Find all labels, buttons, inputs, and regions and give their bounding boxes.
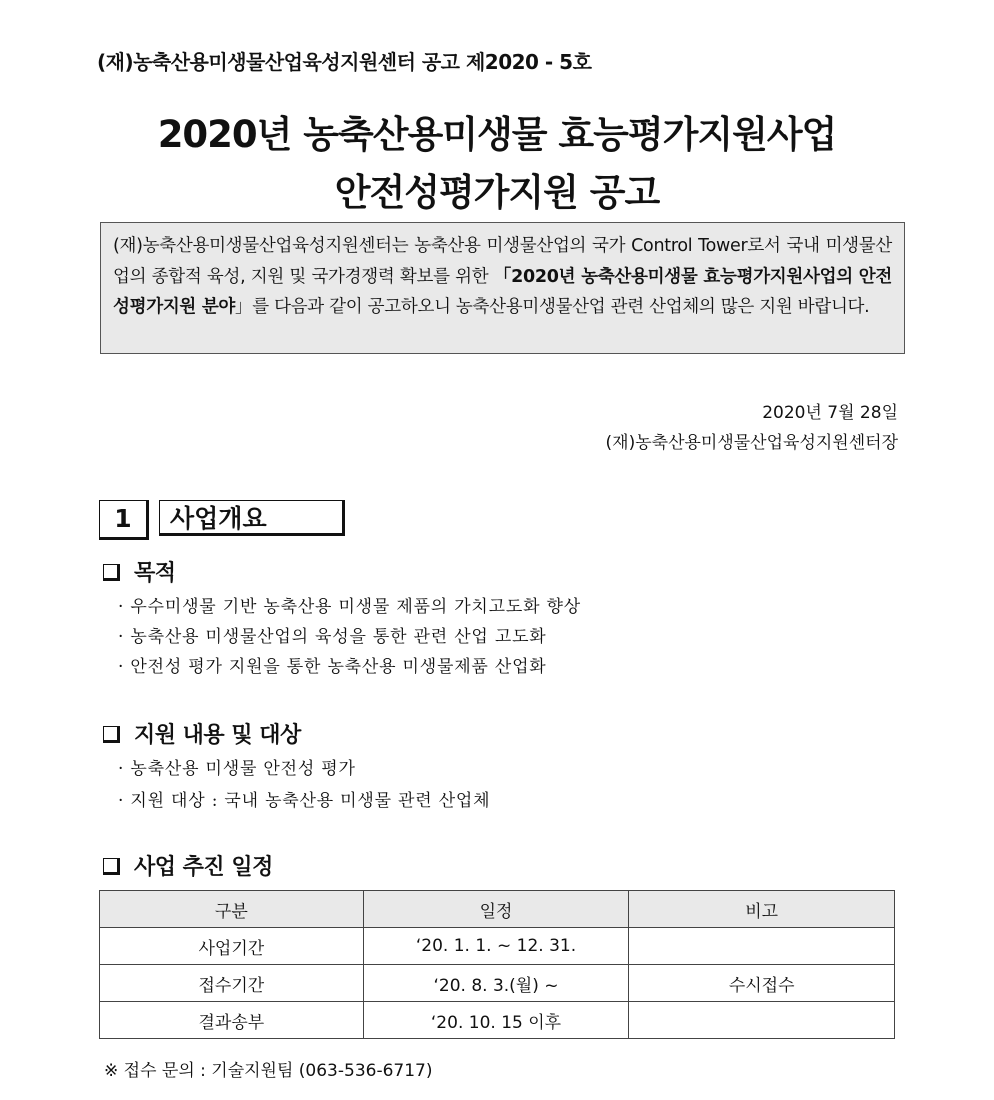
table-header: 일정	[363, 891, 629, 928]
document-title-line2: 안전성평가지원 공고	[334, 171, 660, 214]
schedule-table	[99, 890, 895, 1039]
notice-number: (재)농축산용미생물산업육성지원센터 공고 제2020 - 5호	[97, 50, 592, 74]
list-item: · 안전성 평가 지원을 통한 농축산용 미생물제품 산업화	[118, 657, 547, 677]
table-header: 구분	[100, 891, 364, 928]
list-item: · 농축산용 미생물 안전성 평가	[118, 759, 356, 779]
list-item: · 농축산용 미생물산업의 육성을 통한 관련 산업 고도화	[118, 627, 547, 647]
intro-text-end: 」를 다음과 같이 공고하오니 농축산용미생물산업 관련 산업체의 많은 지원 바랍니다.	[235, 297, 870, 317]
list-item: · 우수미생물 기반 농축산용 미생물 제품의 가치고도화 향상	[118, 597, 581, 617]
issuer-name: (재)농축산용미생물산업육성지원센터장	[605, 433, 898, 453]
table-row	[100, 1002, 895, 1039]
checkbox-square-icon	[103, 726, 120, 743]
intro-box	[100, 222, 905, 354]
contact-info: ※ 접수 문의 : 기술지원팀 (063-536-6717)	[104, 1061, 433, 1081]
intro-text: (재)농축산용미생물산업육성지원센터는 농축산용 미생물산업의 국가 Control Tower로서 국내 미생물산업의 종합적 육성, 지원 및 국가경쟁력 확보를 위한	[113, 236, 892, 287]
table-cell: 결과송부	[100, 1002, 364, 1039]
table-cell: 접수기간	[100, 965, 364, 1002]
checkbox-square-icon	[103, 858, 120, 875]
schedule-heading	[103, 850, 273, 881]
section-number: 1	[99, 500, 149, 540]
notice-date: 2020년 7월 28일	[762, 403, 898, 423]
table-cell	[629, 1002, 895, 1039]
document-title-line1: 2020년 농축산용미생물 효능평가지원사업	[157, 113, 837, 156]
table-header-row	[100, 891, 895, 928]
table-cell: ‘20. 10. 15 이후	[363, 1002, 629, 1039]
section-title: 사업개요	[159, 500, 345, 536]
checkbox-square-icon	[103, 564, 120, 581]
table-row	[100, 928, 895, 965]
table-row	[100, 965, 895, 1002]
table-cell: 사업기간	[100, 928, 364, 965]
support-heading	[103, 718, 301, 749]
table-header: 비고	[629, 891, 895, 928]
list-item: · 지원 대상 : 국내 농축산용 미생물 관련 산업체	[118, 791, 491, 811]
table-cell: 수시접수	[629, 965, 895, 1002]
schedule-heading-label: 사업 추진 일정	[134, 855, 273, 880]
table-cell: ‘20. 8. 3.(월) ~	[363, 965, 629, 1002]
support-heading-label: 지원 내용 및 대상	[134, 723, 301, 748]
intro-bold-text: 「2020년 농축산용미생물 효능평가지원사업의 안전성평가지원 분야	[113, 266, 892, 317]
table-cell	[629, 928, 895, 965]
purpose-heading-label: 목적	[134, 561, 176, 586]
table-cell: ‘20. 1. 1. ~ 12. 31.	[363, 928, 629, 965]
purpose-heading	[103, 556, 176, 587]
